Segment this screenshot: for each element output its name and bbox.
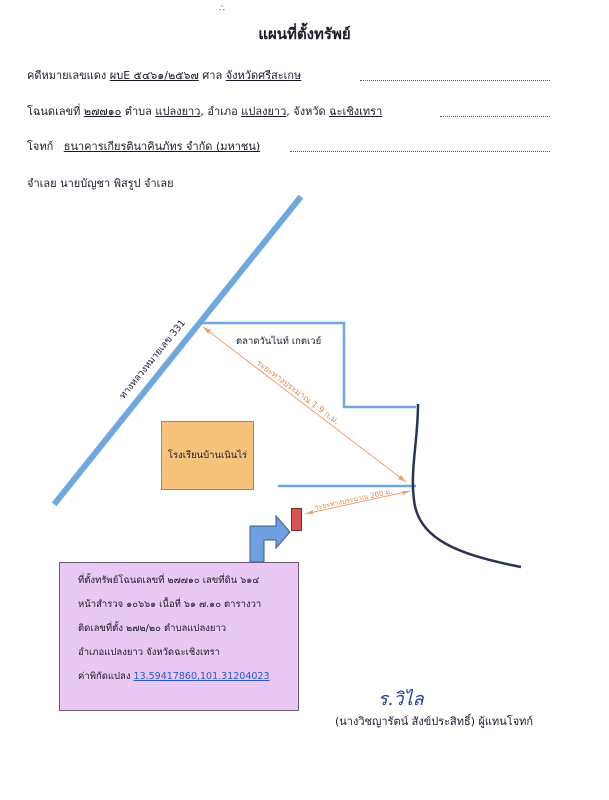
info-coordinates <box>78 665 298 689</box>
province-label: จังหวัด <box>293 105 326 118</box>
market-label: ตลาดวันไนท์ เกตเวย์ <box>236 336 322 347</box>
subdistrict-label: ตำบล <box>124 105 152 118</box>
distance-label-1: ระยะทางประมาณ 1.9 ก.ม. <box>254 358 341 428</box>
info-line-2: หน้าสำรวจ ๑๐๖๖๑ เนื้อที่ ๖๑ ๗.๑๐ ตารางวา <box>78 599 262 610</box>
province-name: ฉะเชิงเทรา <box>329 105 383 118</box>
distance-line-1-arrow-end <box>398 475 406 482</box>
deed-prefix: โฉนดเลขที่ <box>27 105 81 118</box>
header-marks: ∴ <box>219 4 225 14</box>
signature-scribble: ร.วิไล <box>378 689 424 710</box>
court-label: ศาล <box>202 69 223 82</box>
distance-label-2: ระยะทางประมาณ 200 ม. <box>314 487 394 512</box>
river <box>413 404 521 567</box>
property-info-box <box>59 562 299 711</box>
subdistrict-name: แปลงยาว <box>155 105 201 118</box>
district-name: แปลงยาว <box>241 105 287 118</box>
property-plot-marker <box>291 508 302 531</box>
plaintiff-name: ธนาคารเกียรตินาคินภัทร จำกัด (มหาชน) <box>63 140 261 153</box>
plaintiff-prefix: โจทก์ <box>27 140 54 153</box>
highway-label: ทางหลวงหมายเลข 331 <box>117 317 189 402</box>
defendant-row: จำเลย นายบัญชา พิสรูป จำเลย <box>27 177 174 190</box>
page-title: แผนที่ตั้งทรัพย์ <box>258 25 351 43</box>
school-label: โรงเรียนบ้านเนินไร่ <box>167 450 248 461</box>
case-prefix: คดีหมายเลขแดง <box>27 69 107 82</box>
signer-name: (นางวิชญารัตน์ สังข์ประสิทธิ์) ผู้แทนโจทก์ <box>335 715 534 728</box>
case-number: ผบE ๕๔๖๑/๒๕๖๗ <box>109 69 199 82</box>
district-label: อำเภอ <box>207 105 238 118</box>
deed-row: โฉนดเลขที่ ๒๗๗๑๐ ตำบล แปลงยาว, อำเภอ แปลงยาว, จังหวัด ฉะเชิงเทรา <box>27 105 383 118</box>
school-building <box>161 421 254 490</box>
coord-label: ค่าพิกัดแปลง <box>78 671 131 682</box>
court-name: จังหวัดศรีสะเกษ <box>225 69 302 82</box>
info-line-4: อำเภอแปลงยาว จังหวัดฉะเชิงเทรา <box>78 647 220 658</box>
info-line-3: ติดเลขที่ตั้ง ๒๗๒/๒๐ ตำบลแปลงยาว <box>78 623 227 634</box>
distance-line-1-arrow-start <box>203 327 211 334</box>
info-line-1: ที่ตั้งทรัพย์โฉนดเลขที่ ๒๗๗๑๐ เลขที่ดิน ๖๑๔ <box>78 575 260 586</box>
pointer-arrow <box>250 516 290 562</box>
distance-line-2-arrow-end <box>402 491 410 495</box>
coord-link[interactable]: 13.59417860,101.31204023 <box>133 671 270 682</box>
distance-line-2-arrow-start <box>305 510 313 514</box>
deed-number: ๒๗๗๑๐ <box>83 105 122 118</box>
